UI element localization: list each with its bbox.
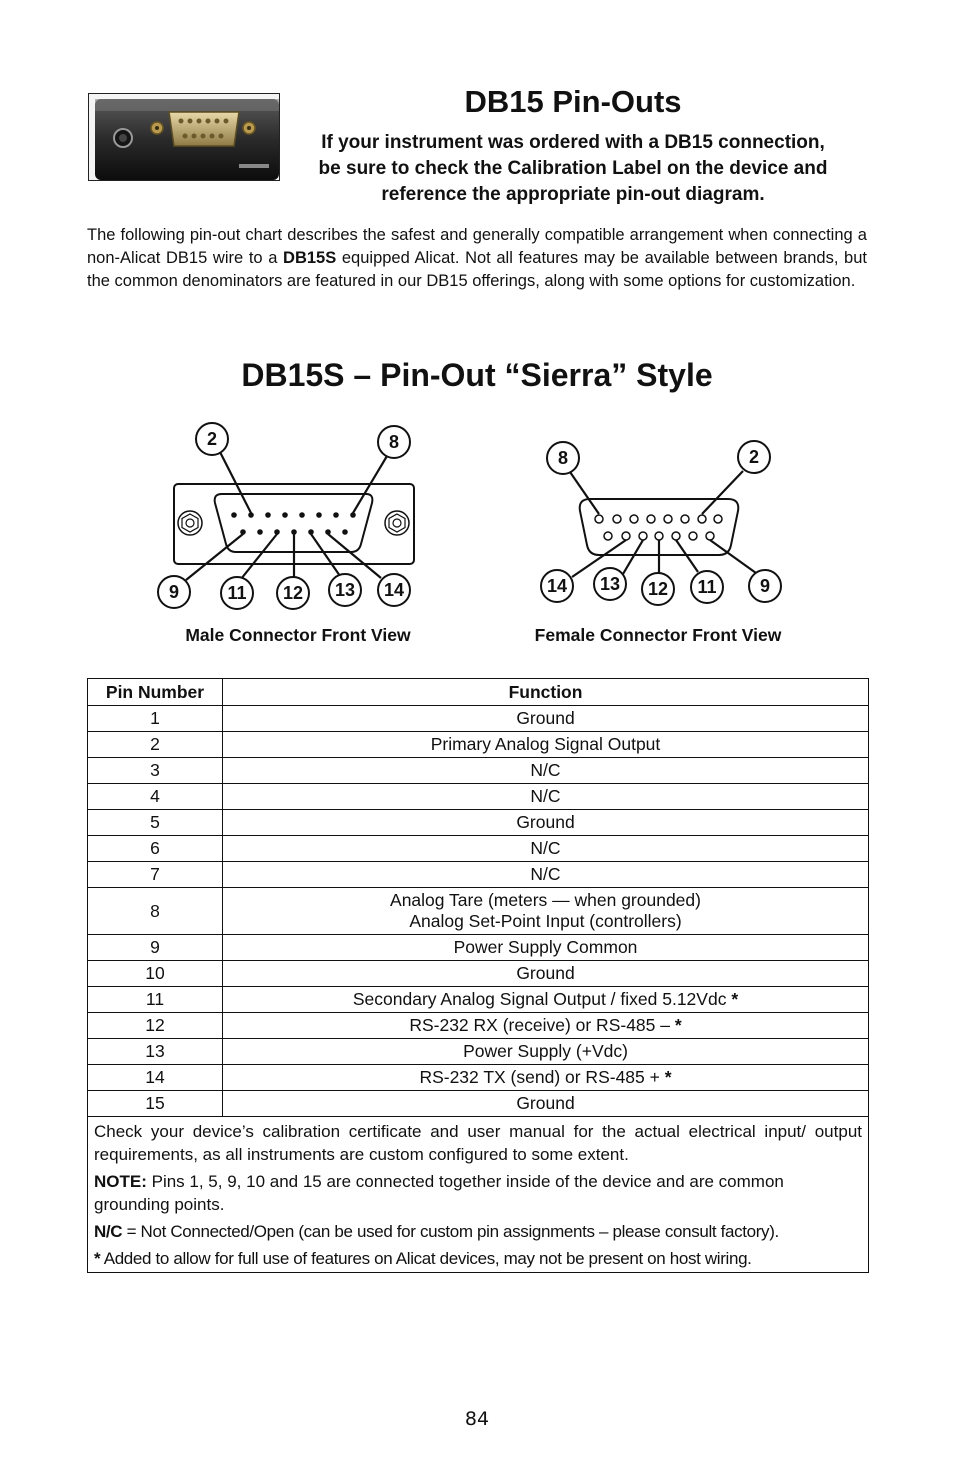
pin-function: Power Supply Common	[223, 935, 869, 961]
note-check-certificate: Check your device’s calibration certificate and user manual for the actual electrical input/ output requirements, as all instruments are custom configured to some extent.	[94, 1122, 862, 1164]
connector-photo	[88, 93, 280, 181]
female-pin-label: 8	[557, 448, 569, 468]
asterisk-marker: *	[674, 1015, 682, 1035]
pin-function: N/C	[223, 758, 869, 784]
pin-function-line: Analog Tare (meters — when grounded)	[390, 890, 701, 910]
pin-function: Ground	[223, 810, 869, 836]
pin-function	[223, 1065, 869, 1091]
header-function: Function	[223, 679, 869, 706]
pin-number: 11	[88, 987, 223, 1013]
asterisk-marker: *	[731, 989, 739, 1009]
table-row	[88, 862, 869, 888]
male-pin-label: 9	[168, 582, 180, 602]
pin-number: 2	[88, 732, 223, 758]
female-pin-label: 14	[546, 576, 568, 596]
pin-number: 9	[88, 935, 223, 961]
pinout-diagrams	[0, 410, 954, 620]
pin-number: 12	[88, 1013, 223, 1039]
male-pin-label: 2	[206, 429, 218, 449]
table-row	[88, 888, 869, 935]
asterisk-label: *	[94, 1249, 101, 1268]
pin-function: N/C	[223, 784, 869, 810]
male-connector-diagram	[158, 423, 414, 609]
pin-number: 3	[88, 758, 223, 784]
lead-line-3: reference the appropriate pin-out diagram.	[381, 184, 765, 205]
pin-function-text: RS-232 RX (receive) or RS-485 –	[409, 1015, 670, 1035]
pin-function: Ground	[223, 1091, 869, 1117]
pin-number: 13	[88, 1039, 223, 1065]
pin-number: 15	[88, 1091, 223, 1117]
table-row	[88, 961, 869, 987]
table-row	[88, 935, 869, 961]
note-grounding	[94, 1170, 862, 1216]
lead-text	[280, 130, 866, 208]
pin-function-text: RS-232 TX (send) or RS-485 +	[419, 1067, 660, 1087]
table-row	[88, 987, 869, 1013]
female-connector-diagram	[541, 441, 781, 605]
intro-paragraph	[87, 224, 867, 293]
male-connector-caption: Male Connector Front View	[185, 625, 411, 645]
table-row	[88, 1039, 869, 1065]
male-pin-label: 12	[282, 583, 304, 603]
female-pin-label: 11	[697, 577, 717, 597]
table-row	[88, 706, 869, 732]
pin-function: Ground	[223, 961, 869, 987]
male-pin-label: 14	[383, 580, 405, 600]
table-notes-row	[88, 1117, 869, 1273]
lead-line-2: be sure to check the Calibration Label on the device and	[318, 158, 828, 179]
asterisk-text: Added to allow for full use of features on Alicat devices, may not be present on host wiring.	[100, 1249, 752, 1268]
table-notes	[88, 1117, 869, 1273]
intro-text-before: The following pin-out chart describes the safest and generally compatible arrangement when connecting a non-Alicat DB15 wire to a	[87, 226, 867, 267]
table-row	[88, 810, 869, 836]
table-row	[88, 1065, 869, 1091]
table-row	[88, 784, 869, 810]
table-row	[88, 758, 869, 784]
male-pin-label: 13	[334, 580, 356, 600]
pin-number: 8	[88, 888, 223, 935]
female-pin-label: 9	[759, 576, 771, 596]
pin-function: Ground	[223, 706, 869, 732]
pin-function-text: Secondary Analog Signal Output / fixed 5.12Vdc	[352, 989, 727, 1009]
page-title: DB15 Pin-Outs	[464, 84, 682, 119]
male-pin-label: 8	[388, 432, 400, 452]
table-row	[88, 1091, 869, 1117]
male-pin-label: 11	[227, 583, 247, 603]
table-row	[88, 836, 869, 862]
female-pin-label: 13	[599, 574, 621, 594]
note-text: Pins 1, 5, 9, 10 and 15 are connected together inside of the device and are common grounding points.	[94, 1172, 784, 1214]
pin-number: 4	[88, 784, 223, 810]
pin-function	[223, 987, 869, 1013]
table-header-row	[88, 679, 869, 706]
pin-number: 5	[88, 810, 223, 836]
male-mounting-hole-right	[385, 511, 409, 535]
female-connector-caption: Female Connector Front View	[534, 625, 782, 645]
pinout-table	[87, 678, 869, 1273]
pin-function: Power Supply (+Vdc)	[223, 1039, 869, 1065]
female-pin-label: 2	[748, 447, 760, 467]
nc-label: N/C	[94, 1222, 123, 1241]
table-row	[88, 732, 869, 758]
male-mounting-hole-left	[178, 511, 202, 535]
note-label: NOTE:	[94, 1172, 147, 1191]
header-pin-number: Pin Number	[88, 679, 223, 706]
pin-function	[223, 888, 869, 935]
female-pin-label: 12	[647, 579, 669, 599]
pin-number: 7	[88, 862, 223, 888]
nc-text: = Not Connected/Open (can be used for custom pin assignments – please consult factory).	[122, 1222, 779, 1241]
pin-number: 6	[88, 836, 223, 862]
section-title: DB15S – Pin-Out “Sierra” Style	[241, 357, 713, 393]
note-asterisk	[94, 1247, 862, 1270]
note-nc	[94, 1220, 862, 1243]
pin-number: 14	[88, 1065, 223, 1091]
pin-function: N/C	[223, 862, 869, 888]
pin-function: Primary Analog Signal Output	[223, 732, 869, 758]
pin-function	[223, 1013, 869, 1039]
table-row	[88, 1013, 869, 1039]
lead-line-1: If your instrument was ordered with a DB15 connection,	[321, 132, 825, 153]
asterisk-marker: *	[664, 1067, 672, 1087]
page-number: 84	[464, 1408, 490, 1430]
pin-number: 1	[88, 706, 223, 732]
intro-bold-db15s: DB15S	[283, 249, 337, 267]
intro-text-after: equipped Alicat. Not all features may be available between brands, but the common denominators are featured in our DB15 offerings, along with some options for customization.	[87, 249, 867, 290]
pin-number: 10	[88, 961, 223, 987]
pin-function: N/C	[223, 836, 869, 862]
pin-function-line: Analog Set-Point Input (controllers)	[409, 911, 682, 931]
